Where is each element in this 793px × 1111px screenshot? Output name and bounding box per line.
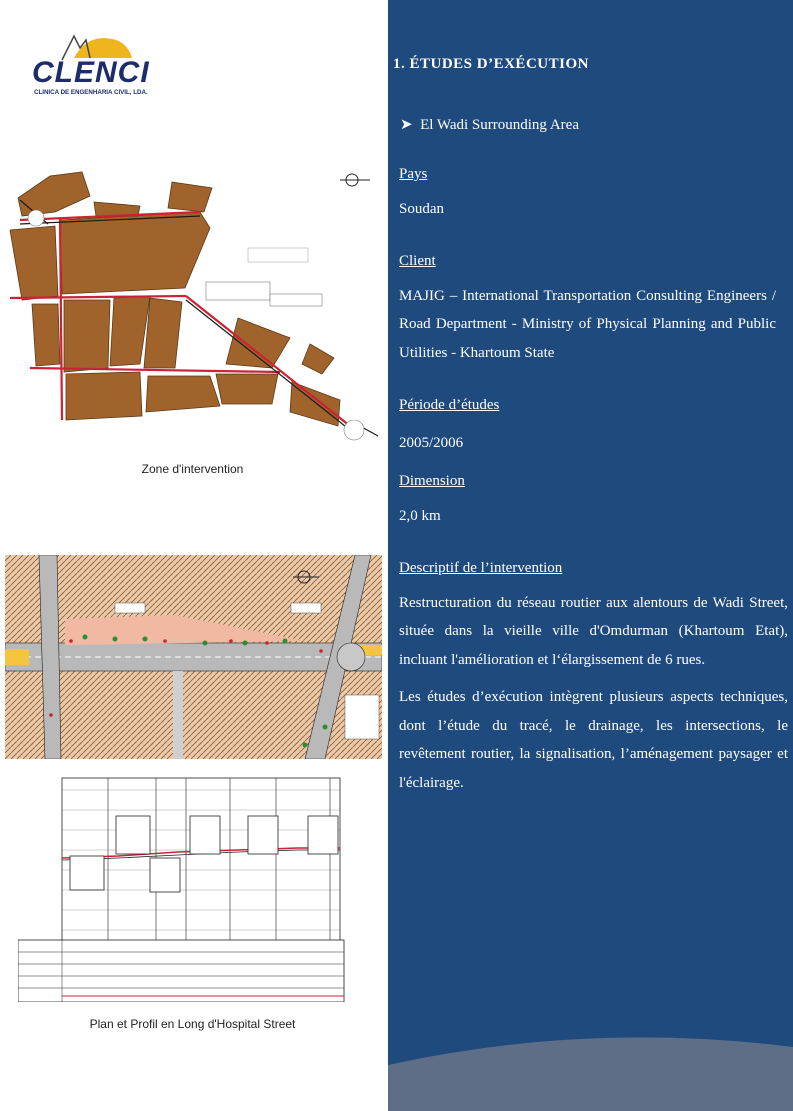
pays-section <box>399 160 776 223</box>
descriptif-paragraph-2: Les études d’exécution intègrent plusieurs aspects techniques, dont l’étude du tracé, le drainage, les intersections, le revêtement routier, la signalisation, l’aménagement paysager et l'éclairage. <box>399 689 788 791</box>
periode-value: 2005/2006 <box>399 434 464 451</box>
descriptif-label: Descriptif de l’intervention <box>399 560 563 576</box>
section-heading: 1. ÉTUDES D’EXÉCUTION <box>393 56 589 72</box>
pays-label: Pays <box>399 166 428 182</box>
profile-caption: Plan et Profil en Long d'Hospital Street <box>89 1017 296 1031</box>
client-label: Client <box>399 253 436 269</box>
svg-text:CLENCI: CLENCI <box>32 56 150 89</box>
project-bullet <box>400 115 579 134</box>
dimension-value: 2,0 km <box>399 507 441 524</box>
right-panel <box>388 0 793 1111</box>
descriptif-section <box>399 554 788 797</box>
arrow-bullet-icon: ➤ <box>400 117 413 133</box>
clenci-logo <box>28 30 178 98</box>
client-section <box>399 247 776 367</box>
long-profile <box>18 770 348 1002</box>
svg-text:CLINICA DE ENGENHARIA CIVIL, L: CLINICA DE ENGENHARIA CIVIL, LDA. <box>34 89 148 96</box>
descriptif-paragraph-1: Restructuration du réseau routier aux alentours de Wadi Street, située dans la vieille ville d'Omdurman (Khartoum Etat), incluant l'amélioration et l‘élargissement de 6 rues. <box>399 594 788 668</box>
periode-label: Période d’études <box>399 397 500 413</box>
zone-caption: Zone d'intervention <box>141 462 244 476</box>
dimension-section <box>399 467 776 530</box>
left-panel <box>0 0 388 1111</box>
dimension-label: Dimension <box>399 473 465 489</box>
plan-view <box>5 555 382 759</box>
zone-map <box>0 168 388 466</box>
pays-value: Soudan <box>399 200 444 217</box>
periode-section <box>399 391 776 457</box>
client-value: MAJIG – International Transportation Consulting Engineers / Road Department - Ministry of Physical Planning and Public Utilities - Khartoum State <box>399 287 776 361</box>
footer-wave <box>388 1021 793 1111</box>
project-name: El Wadi Surrounding Area <box>420 117 579 133</box>
